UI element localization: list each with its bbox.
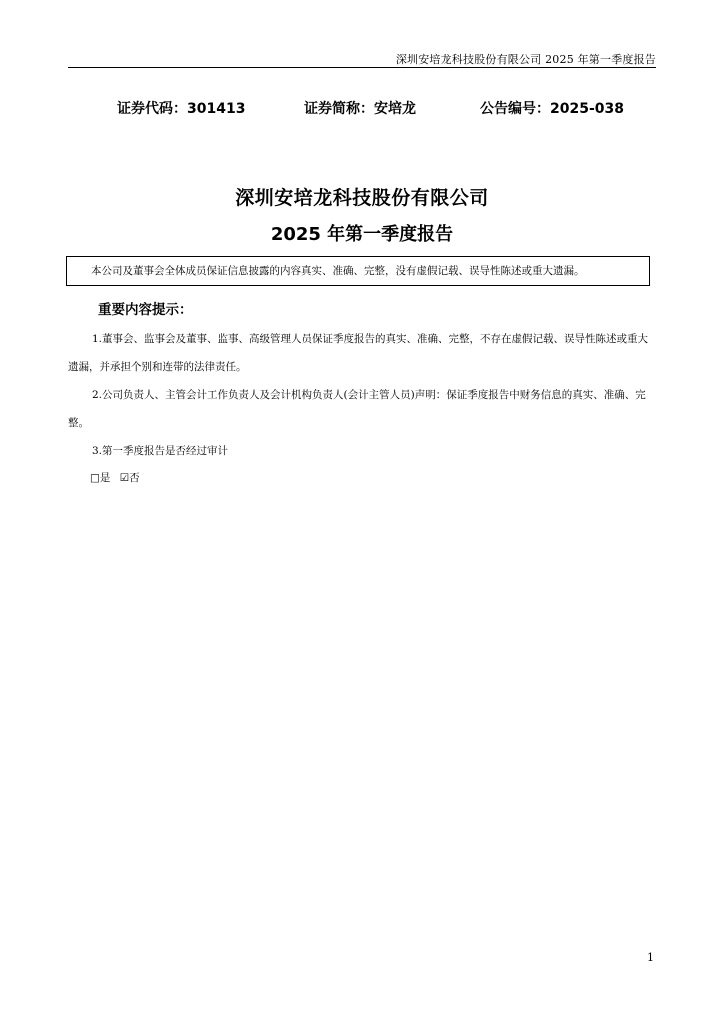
audit-choice (90, 470, 140, 485)
running-header: 深圳安培龙科技股份有限公司 2025 年第一季度报告 (395, 53, 656, 66)
statement-paragraph-3: 3.第一季度报告是否经过审计 (92, 445, 229, 457)
statement-paragraph-2: 2.公司负责人、主管会计工作负责人及会计机构负责人(会计主管人员)声明：保证季度报告中财务信息的真实、准确、完整。 (68, 389, 646, 429)
disclosure-notice-box: 本公司及董事会全体成员保证信息披露的内容真实、准确、完整，没有虚假记载、误导性陈述或重大遗漏。 (66, 256, 650, 286)
audit-yes-checkbox: □是 (90, 472, 111, 484)
important-notice-heading: 重要内容提示： (98, 302, 193, 318)
security-code: 证券代码：301413 (117, 101, 246, 117)
announcement-number: 公告编号：2025-038 (480, 101, 624, 117)
audit-no-checkbox: ☑否 (119, 472, 140, 484)
report-title: 2025 年第一季度报告 (270, 224, 454, 245)
security-short-name: 证券简称：安培龙 (304, 101, 416, 117)
header-divider (68, 67, 656, 68)
statement-paragraph-1: 1.董事会、监事会及董事、监事、高级管理人员保证季度报告的真实、准确、完整，不存在虚假记载、误导性陈述或重大遗漏，并承担个别和连带的法律责任。 (68, 333, 649, 373)
page-number: 1 (647, 951, 654, 964)
company-name-title: 深圳安培龙科技股份有限公司 (235, 187, 489, 209)
